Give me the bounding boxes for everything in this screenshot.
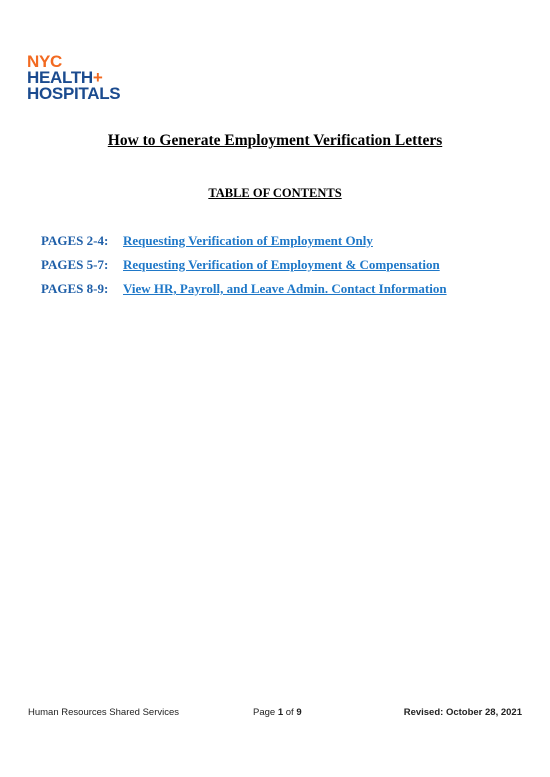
footer-page-number: [253, 707, 302, 718]
page-title: How to Generate Employment Verification Letters: [107, 132, 443, 149]
toc-item-employment-compensation: [41, 257, 447, 272]
toc-pages: PAGES 5-7:: [41, 257, 109, 272]
logo-health-text: HEALTH: [27, 68, 93, 87]
footer-page-of: of: [285, 707, 294, 718]
toc-link-employment-only[interactable]: Requesting Verification of Employment Only: [123, 233, 373, 248]
nyc-health-hospitals-logo: [27, 54, 120, 102]
toc-item-employment-only: [41, 233, 447, 248]
footer-page-prefix: Page: [253, 707, 276, 718]
logo-plus: +: [92, 68, 103, 87]
table-of-contents: [41, 233, 447, 305]
toc-link-employment-compensation[interactable]: Requesting Verification of Employment & Compensation: [123, 257, 440, 272]
logo-line-nyc: NYC: [27, 52, 62, 71]
logo-line-hospitals: HOSPITALS: [27, 84, 121, 103]
toc-item-contact-information: [41, 281, 447, 296]
page-footer: [28, 707, 522, 723]
toc-pages: PAGES 8-9:: [41, 281, 109, 296]
footer-page-total: 9: [296, 707, 302, 718]
footer-department: Human Resources Shared Services: [28, 707, 180, 718]
footer-page-current: 1: [277, 707, 284, 718]
toc-pages: PAGES 2-4:: [41, 233, 109, 248]
toc-link-contact-information[interactable]: View HR, Payroll, and Leave Admin. Contact Information: [123, 281, 447, 296]
footer-revised-date: Revised: October 28, 2021: [403, 707, 522, 718]
toc-heading: TABLE OF CONTENTS: [208, 186, 342, 200]
